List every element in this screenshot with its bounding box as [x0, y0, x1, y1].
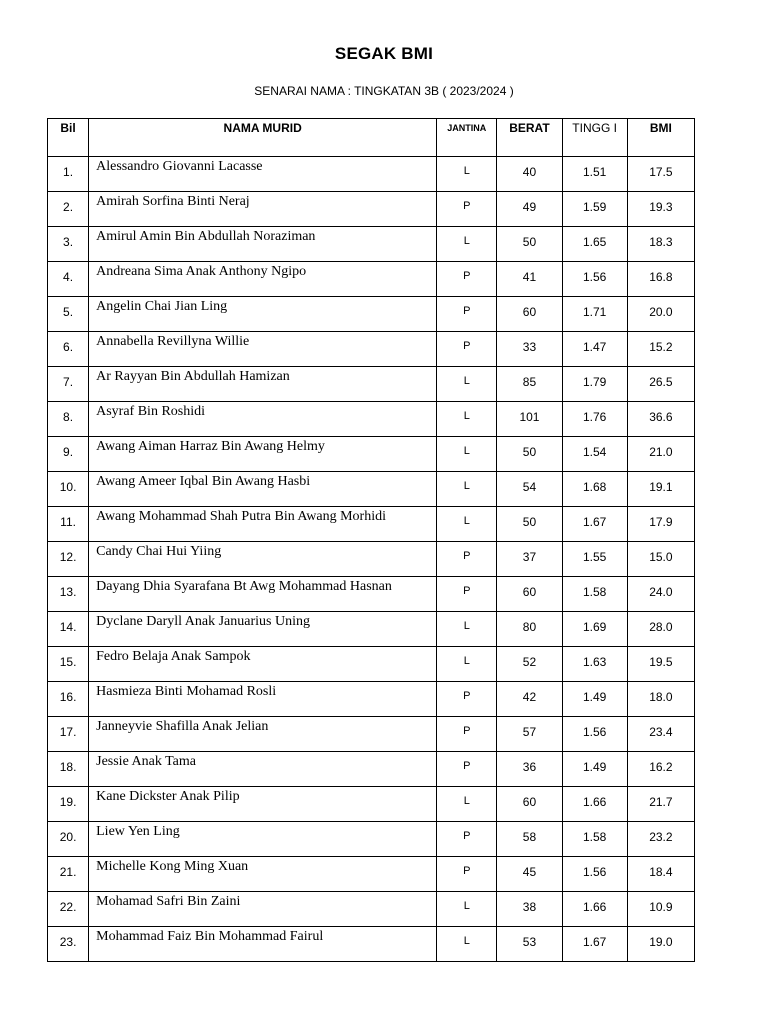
table-row — [48, 717, 695, 752]
cell-jantina: L — [437, 437, 497, 472]
cell-berat: 37 — [497, 542, 562, 577]
cell-nama-murid: Awang Ameer Iqbal Bin Awang Hasbi — [89, 472, 437, 507]
cell-tinggi: 1.67 — [562, 927, 627, 962]
cell-berat: 50 — [497, 437, 562, 472]
cell-nama-murid: Liew Yen Ling — [89, 822, 437, 857]
cell-berat: 33 — [497, 332, 562, 367]
table-row — [48, 332, 695, 367]
table-row — [48, 822, 695, 857]
table-row — [48, 227, 695, 262]
table-row — [48, 892, 695, 927]
cell-tinggi: 1.63 — [562, 647, 627, 682]
cell-tinggi: 1.56 — [562, 262, 627, 297]
table-row — [48, 367, 695, 402]
cell-berat: 38 — [497, 892, 562, 927]
cell-nama-murid: Angelin Chai Jian Ling — [89, 297, 437, 332]
cell-jantina: L — [437, 612, 497, 647]
cell-nama-murid: Asyraf Bin Roshidi — [89, 402, 437, 437]
cell-berat: 36 — [497, 752, 562, 787]
table-row — [48, 157, 695, 192]
cell-jantina: L — [437, 472, 497, 507]
cell-tinggi: 1.49 — [562, 752, 627, 787]
cell-nama-murid: Jessie Anak Tama — [89, 752, 437, 787]
cell-nama-murid: Andreana Sima Anak Anthony Ngipo — [89, 262, 437, 297]
cell-jantina: P — [437, 192, 497, 227]
cell-nama-murid: Ar Rayyan Bin Abdullah Hamizan — [89, 367, 437, 402]
cell-berat: 80 — [497, 612, 562, 647]
cell-bil: 18. — [48, 752, 89, 787]
cell-nama-murid: Dayang Dhia Syarafana Bt Awg Mohammad Hasnan — [89, 577, 437, 612]
column-header-berat: BERAT — [497, 119, 562, 157]
cell-bil: 10. — [48, 472, 89, 507]
cell-bmi: 17.9 — [627, 507, 694, 542]
cell-tinggi: 1.79 — [562, 367, 627, 402]
cell-bil: 9. — [48, 437, 89, 472]
cell-tinggi: 1.49 — [562, 682, 627, 717]
cell-bmi: 10.9 — [627, 892, 694, 927]
column-header-nama-murid: NAMA MURID — [89, 119, 437, 157]
table-row — [48, 542, 695, 577]
document-subtitle: SENARAI NAMA : TINGKATAN 3B ( 2023/2024 ) — [254, 84, 514, 98]
cell-bil: 15. — [48, 647, 89, 682]
cell-bil: 19. — [48, 787, 89, 822]
cell-nama-murid: Awang Aiman Harraz Bin Awang Helmy — [89, 437, 437, 472]
cell-jantina: P — [437, 577, 497, 612]
cell-bil: 21. — [48, 857, 89, 892]
cell-bil: 7. — [48, 367, 89, 402]
cell-tinggi: 1.56 — [562, 857, 627, 892]
table-row — [48, 402, 695, 437]
cell-berat: 60 — [497, 787, 562, 822]
cell-bmi: 19.5 — [627, 647, 694, 682]
table-row — [48, 647, 695, 682]
cell-bmi: 23.4 — [627, 717, 694, 752]
column-header-jantina: JANTINA — [437, 119, 497, 157]
cell-jantina: P — [437, 752, 497, 787]
cell-bmi: 18.3 — [627, 227, 694, 262]
cell-bil: 16. — [48, 682, 89, 717]
cell-nama-murid: Amirah Sorfina Binti Neraj — [89, 192, 437, 227]
cell-nama-murid: Alessandro Giovanni Lacasse — [89, 157, 437, 192]
table-row — [48, 577, 695, 612]
table-row — [48, 262, 695, 297]
cell-bil: 3. — [48, 227, 89, 262]
cell-tinggi: 1.65 — [562, 227, 627, 262]
cell-tinggi: 1.76 — [562, 402, 627, 437]
column-header-tinggi: TINGG I — [562, 119, 627, 157]
cell-jantina: L — [437, 227, 497, 262]
cell-berat: 40 — [497, 157, 562, 192]
cell-bmi: 15.2 — [627, 332, 694, 367]
document-title: SEGAK BMI — [334, 44, 434, 63]
cell-berat: 42 — [497, 682, 562, 717]
table-row — [48, 927, 695, 962]
table-row — [48, 507, 695, 542]
cell-nama-murid: Annabella Revillyna Willie — [89, 332, 437, 367]
cell-bmi: 18.0 — [627, 682, 694, 717]
table-row — [48, 472, 695, 507]
cell-tinggi: 1.71 — [562, 297, 627, 332]
table-row — [48, 857, 695, 892]
cell-jantina: L — [437, 927, 497, 962]
cell-bmi: 17.5 — [627, 157, 694, 192]
cell-bmi: 18.4 — [627, 857, 694, 892]
cell-bil: 5. — [48, 297, 89, 332]
table-row — [48, 787, 695, 822]
cell-bil: 17. — [48, 717, 89, 752]
cell-bil: 11. — [48, 507, 89, 542]
cell-berat: 52 — [497, 647, 562, 682]
cell-bil: 12. — [48, 542, 89, 577]
table-row — [48, 682, 695, 717]
cell-bmi: 20.0 — [627, 297, 694, 332]
cell-jantina: P — [437, 262, 497, 297]
cell-berat: 50 — [497, 227, 562, 262]
cell-bil: 6. — [48, 332, 89, 367]
cell-nama-murid: Hasmieza Binti Mohamad Rosli — [89, 682, 437, 717]
table-row — [48, 752, 695, 787]
cell-tinggi: 1.55 — [562, 542, 627, 577]
cell-nama-murid: Mohammad Faiz Bin Mohammad Fairul — [89, 927, 437, 962]
table-body — [48, 157, 695, 962]
cell-jantina: P — [437, 857, 497, 892]
cell-jantina: P — [437, 297, 497, 332]
table-row — [48, 437, 695, 472]
cell-jantina: L — [437, 367, 497, 402]
cell-nama-murid: Janneyvie Shafilla Anak Jelian — [89, 717, 437, 752]
cell-bil: 22. — [48, 892, 89, 927]
cell-jantina: L — [437, 647, 497, 682]
cell-jantina: L — [437, 787, 497, 822]
cell-bmi: 28.0 — [627, 612, 694, 647]
cell-bmi: 23.2 — [627, 822, 694, 857]
cell-jantina: L — [437, 892, 497, 927]
student-bmi-table — [47, 118, 695, 962]
column-header-bil: Bil — [48, 119, 89, 157]
cell-nama-murid: Awang Mohammad Shah Putra Bin Awang Morhidi — [89, 507, 437, 542]
cell-berat: 60 — [497, 577, 562, 612]
cell-nama-murid: Mohamad Safri Bin Zaini — [89, 892, 437, 927]
cell-tinggi: 1.58 — [562, 822, 627, 857]
cell-bmi: 16.8 — [627, 262, 694, 297]
cell-tinggi: 1.68 — [562, 472, 627, 507]
cell-jantina: P — [437, 822, 497, 857]
table-row — [48, 297, 695, 332]
cell-bil: 4. — [48, 262, 89, 297]
cell-bil: 1. — [48, 157, 89, 192]
cell-tinggi: 1.51 — [562, 157, 627, 192]
cell-bil: 13. — [48, 577, 89, 612]
cell-berat: 50 — [497, 507, 562, 542]
cell-berat: 60 — [497, 297, 562, 332]
cell-jantina: P — [437, 717, 497, 752]
cell-bmi: 19.3 — [627, 192, 694, 227]
cell-berat: 54 — [497, 472, 562, 507]
cell-bmi: 21.0 — [627, 437, 694, 472]
cell-tinggi: 1.54 — [562, 437, 627, 472]
cell-berat: 45 — [497, 857, 562, 892]
cell-berat: 57 — [497, 717, 562, 752]
cell-berat: 49 — [497, 192, 562, 227]
table-header-row — [48, 119, 695, 157]
cell-tinggi: 1.56 — [562, 717, 627, 752]
cell-bil: 23. — [48, 927, 89, 962]
cell-nama-murid: Fedro Belaja Anak Sampok — [89, 647, 437, 682]
cell-bmi: 26.5 — [627, 367, 694, 402]
table-row — [48, 192, 695, 227]
cell-bmi: 21.7 — [627, 787, 694, 822]
cell-jantina: L — [437, 402, 497, 437]
cell-berat: 85 — [497, 367, 562, 402]
cell-jantina: L — [437, 507, 497, 542]
cell-tinggi: 1.47 — [562, 332, 627, 367]
cell-bmi: 16.2 — [627, 752, 694, 787]
column-header-bmi: BMI — [627, 119, 694, 157]
cell-bmi: 15.0 — [627, 542, 694, 577]
cell-bmi: 19.0 — [627, 927, 694, 962]
cell-bil: 2. — [48, 192, 89, 227]
cell-nama-murid: Dyclane Daryll Anak Januarius Uning — [89, 612, 437, 647]
cell-berat: 53 — [497, 927, 562, 962]
cell-tinggi: 1.69 — [562, 612, 627, 647]
cell-berat: 41 — [497, 262, 562, 297]
cell-nama-murid: Amirul Amin Bin Abdullah Noraziman — [89, 227, 437, 262]
cell-tinggi: 1.66 — [562, 787, 627, 822]
cell-tinggi: 1.58 — [562, 577, 627, 612]
cell-jantina: P — [437, 682, 497, 717]
cell-bil: 8. — [48, 402, 89, 437]
cell-jantina: P — [437, 542, 497, 577]
cell-jantina: P — [437, 332, 497, 367]
cell-bil: 14. — [48, 612, 89, 647]
cell-tinggi: 1.67 — [562, 507, 627, 542]
cell-jantina: L — [437, 157, 497, 192]
cell-tinggi: 1.59 — [562, 192, 627, 227]
cell-nama-murid: Michelle Kong Ming Xuan — [89, 857, 437, 892]
cell-nama-murid: Kane Dickster Anak Pilip — [89, 787, 437, 822]
cell-bmi: 19.1 — [627, 472, 694, 507]
cell-bmi: 24.0 — [627, 577, 694, 612]
cell-bil: 20. — [48, 822, 89, 857]
table-row — [48, 612, 695, 647]
cell-nama-murid: Candy Chai Hui Yiing — [89, 542, 437, 577]
cell-berat: 58 — [497, 822, 562, 857]
cell-tinggi: 1.66 — [562, 892, 627, 927]
cell-bmi: 36.6 — [627, 402, 694, 437]
cell-berat: 101 — [497, 402, 562, 437]
